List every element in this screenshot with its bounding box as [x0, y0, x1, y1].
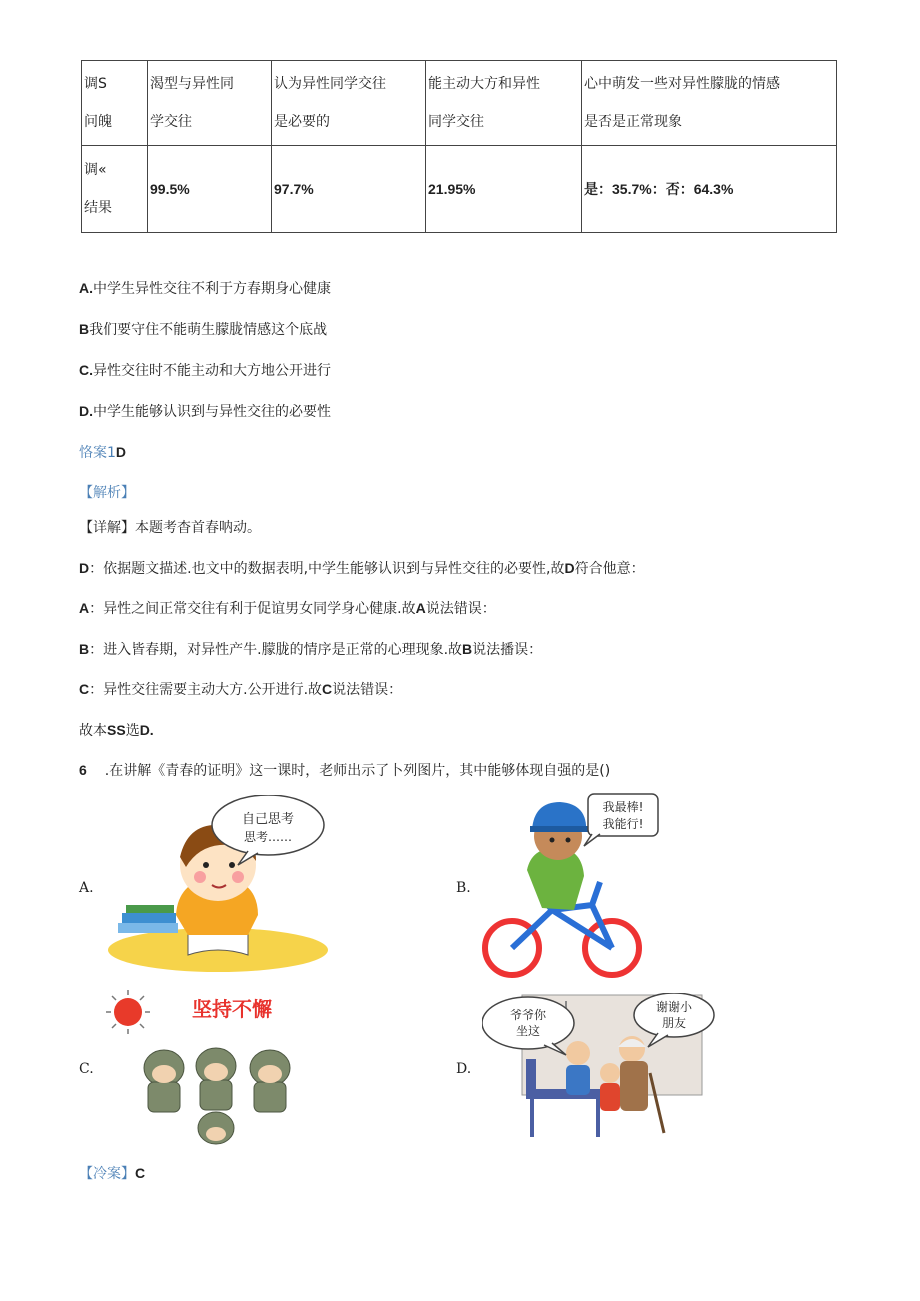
- image-d-right-bubble-line1: 谢谢小: [655, 1000, 693, 1014]
- detail-d: D：依据题文描述.也文中的数据表明,中学生能够认识到与异性交往的必要性,故D符合他意：: [79, 560, 645, 577]
- detail-a: A：异性之间正常交往有利于促谊男女同学身心健康.故A说法错误：: [79, 600, 496, 617]
- image-b-bubble-line2: 我能行!: [602, 817, 644, 831]
- image-a-bubble-line2: 思考……: [243, 830, 293, 844]
- survey-result: 99.5%: [148, 146, 272, 233]
- survey-result-row: [82, 146, 837, 233]
- image-c-banner: 坚持不懈: [192, 997, 272, 1021]
- image-b-bubble-line1: 我最棒!: [602, 800, 644, 814]
- detail-c: C：异性交往需要主动大方.公开进行.故C说法错误：: [79, 681, 403, 698]
- image-d-label: D.: [456, 1061, 472, 1077]
- survey-question: 渴型与异性同 学交往: [148, 61, 272, 146]
- analysis-label: 【解析】: [79, 485, 135, 501]
- survey-result: 97.7%: [272, 146, 426, 233]
- image-a-label: A.: [79, 880, 94, 896]
- survey-question: 心中萌发一些对异性朦胧的情感 是否是正常现象: [582, 61, 837, 146]
- survey-question: 能主动大方和异性 同学交往: [426, 61, 582, 146]
- option-b: B我们要守住不能萌生朦胧情感这个底战: [79, 321, 328, 338]
- survey-row-header: 调S 问魄: [82, 61, 148, 146]
- survey-result: 21.95%: [426, 146, 582, 233]
- image-d-bus-seat: [482, 993, 716, 1143]
- survey-result: 是：35.7%：否：64.3%: [582, 146, 837, 233]
- image-b-label: B.: [456, 880, 471, 896]
- image-a-bubble-line1: 自己思考: [241, 812, 295, 827]
- image-a-thinking-child: [108, 795, 328, 973]
- detail-b: B：进入皆春期，对异性产牛.朦胧的情序是正常的心理现象.故B说法播误：: [79, 641, 543, 658]
- question-6: 6 .在讲解《青春的证明》这一课时，老师出示了卜列图片，其中能够体现自强的是(): [79, 762, 611, 779]
- survey-row-header: 调« 结果: [82, 146, 148, 233]
- image-d-right-bubble-line2: 朋友: [661, 1016, 687, 1030]
- sun-icon: [106, 990, 150, 1034]
- survey-question-row: [82, 61, 837, 146]
- survey-table: [81, 60, 837, 233]
- detail-conclusion: 故本SS选D.: [79, 722, 154, 739]
- answer6-label: 【冷案】C: [79, 1165, 146, 1182]
- option-a: A.中学生异性交往不利于方春期身心健康: [79, 280, 331, 297]
- option-c: C.异性交往时不能主动和大方地公开进行: [79, 362, 331, 379]
- option-d: D.中学生能够认识到与异性交往的必要性: [79, 403, 331, 420]
- image-c-label: C.: [79, 1061, 94, 1077]
- image-b-bike-rider: [472, 790, 674, 980]
- image-c-soldiers-training: [104, 988, 328, 1148]
- detail-intro: 【详解】本题考杳首春呐动。: [79, 520, 261, 536]
- image-d-left-bubble-line2: 坐这: [515, 1024, 541, 1038]
- survey-question: 认为异性同学交往 是必要的: [272, 61, 426, 146]
- answer-label: 恪案1D: [79, 444, 127, 461]
- image-d-left-bubble-line1: 爷爷你: [509, 1008, 547, 1022]
